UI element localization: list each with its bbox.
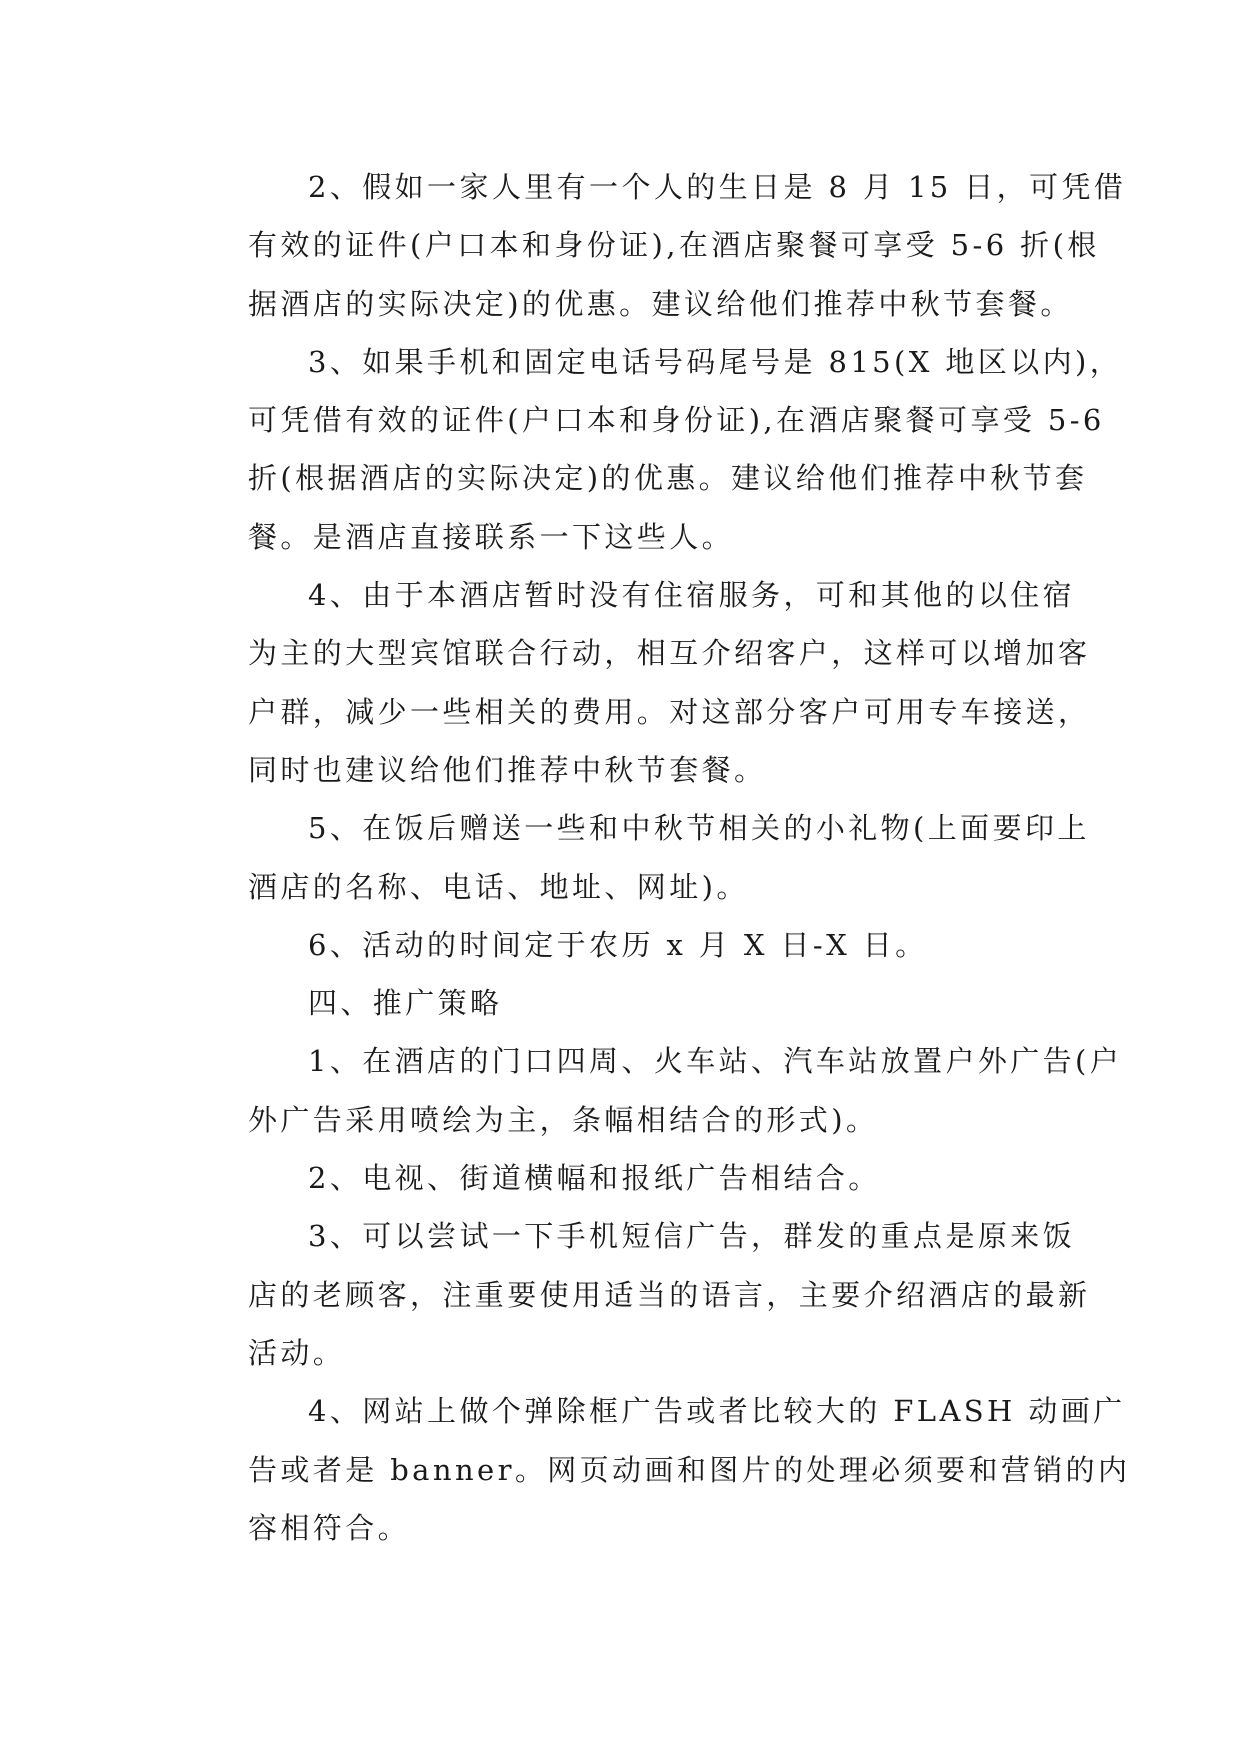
text-line: 2、假如一家人里有一个人的生日是 8 月 15 日，可凭借 <box>308 170 1127 204</box>
text-line: 活动。 <box>248 1335 346 1370</box>
text-line: 2、电视、街道横幅和报纸广告相结合。 <box>308 1161 881 1196</box>
paragraph-event-time <box>190 916 1060 974</box>
text-line: 4、网站上做个弹除框广告或者比较大的 FLASH 动画广 <box>308 1394 1126 1429</box>
paragraph-gifts <box>190 799 1090 916</box>
document-body <box>190 158 1131 1557</box>
section-heading: 四、推广策略 <box>308 986 503 1021</box>
text-line: 3、可以尝试一下手机短信广告，群发的重点是原来饭 <box>308 1219 1076 1254</box>
paragraph-birthday-offer <box>190 158 1127 333</box>
paragraph-sms-ads <box>190 1207 1091 1382</box>
text-line: 为主的大型宾馆联合行动，相互介绍客户，这样可以增加客 <box>248 636 1091 671</box>
section-heading-promotion-strategy <box>190 974 1060 1032</box>
text-line: 6、活动的时间定于农历 x 月 X 日-X 日。 <box>308 927 928 962</box>
text-line: 店的老顾客，注重要使用适当的语言，主要介绍酒店的最新 <box>248 1277 1091 1312</box>
text-line: 酒店的名称、电话、地址、网址)。 <box>248 869 749 904</box>
text-line: 同时也建议给他们推荐中秋节套餐。 <box>248 752 767 787</box>
paragraph-hotel-cooperation <box>190 566 1091 799</box>
text-line: 据酒店的实际决定)的优惠。建议给他们推荐中秋节套餐。 <box>248 286 1073 321</box>
text-line: 告或者是 banner。网页动画和图片的处理必须要和营销的内 <box>248 1452 1131 1487</box>
paragraph-web-ads <box>190 1382 1131 1557</box>
text-line: 餐。是酒店直接联系一下这些人。 <box>248 519 735 554</box>
text-line: 1、在酒店的门口四周、火车站、汽车站放置户外广告(户 <box>308 1044 1123 1079</box>
text-line: 外广告采用喷绘为主，条幅相结合的形式)。 <box>248 1102 879 1137</box>
text-line: 容相符合。 <box>248 1510 411 1545</box>
text-line: 3、如果手机和固定电话号码尾号是 815(X 地区以内)， <box>308 344 1123 379</box>
text-line: 折(根据酒店的实际决定)的优惠。建议给他们推荐中秋节套 <box>248 461 1088 496</box>
paragraph-media-ads <box>190 1149 1060 1207</box>
text-line: 户群，减少一些相关的费用。对这部分客户可用专车接送， <box>248 694 1091 729</box>
text-line: 可凭借有效的证件(户口本和身份证),在酒店聚餐可享受 5-6 <box>248 403 1105 438</box>
paragraph-phone-number-offer <box>190 333 1123 566</box>
text-line: 5、在饭后赠送一些和中秋节相关的小礼物(上面要印上 <box>308 811 1090 846</box>
text-line: 有效的证件(户口本和身份证),在酒店聚餐可享受 5-6 折(根 <box>248 228 1100 263</box>
text-line: 4、由于本酒店暂时没有住宿服务，可和其他的以住宿 <box>308 578 1076 613</box>
paragraph-outdoor-ads <box>190 1032 1123 1149</box>
